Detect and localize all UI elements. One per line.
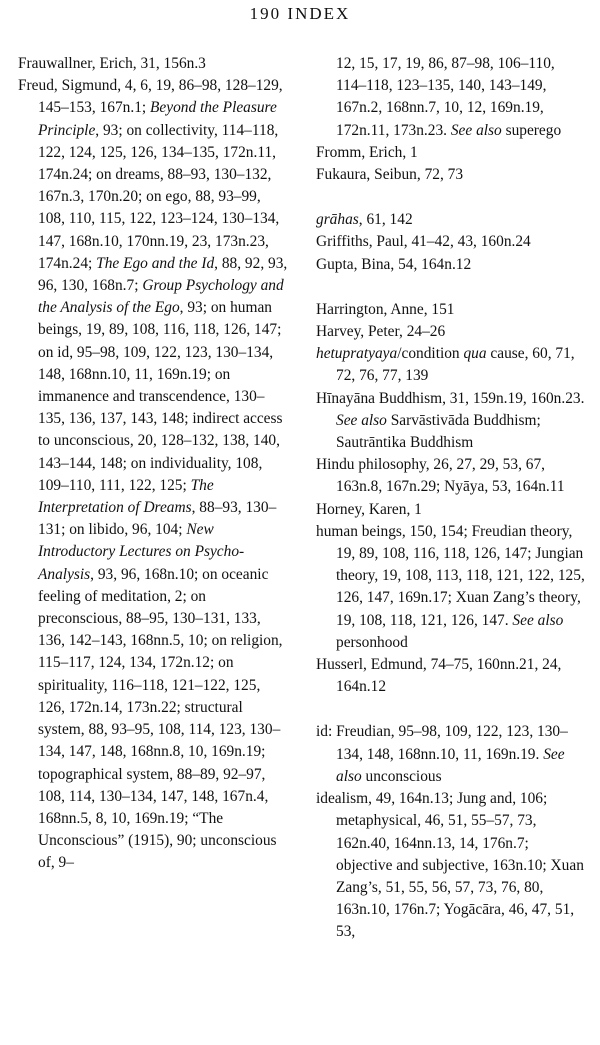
italic-text: See also [450,121,502,139]
italic-text: The Interpretation of Dreams [38,476,214,517]
index-entry [316,142,586,164]
italic-text: grāhas [316,211,359,229]
italic-text: Beyond the Pleasure Principle [38,99,277,139]
italic-text: The Ego and the Id [96,254,215,272]
entry-text: Harrington, Anne, 151 [316,300,455,318]
entry-text: , 61, 142 [358,211,413,229]
entry-text: Hīnayāna Buddhism, 31, 159n.19, 160n.23. [316,389,585,407]
italic-text: New Introductory Lectures on Psycho-Analysis [38,521,245,583]
index-entry [316,164,586,186]
italic-text: See also [336,411,387,429]
entry-text: , 93; on collectivity, 114–118, 122, 124, 125, 126, 134–135, 172n.11, 174n.24; on dreams, 88–93, 130–132, 167n.3, 170n.20; on ego, 88, 93–99, 108, 110, 115, 122, 123–124, 130–134, 147, 168n.10, 170nn.19, 23, 173n.23, 174n.24; [38,121,280,272]
entry-text: Fromm, Erich, 1 [316,143,418,161]
entry-text: Gupta, Bina, 54, 164n.12 [316,255,472,273]
index-entry [316,53,586,142]
entry-text: , 88, 92, 93, 96, 130, 168n.7; [38,254,288,295]
entry-text: Frauwallner, Erich, 31, 156n.3 [18,55,206,72]
index-entry [316,299,586,321]
index-entry [316,343,586,387]
italic-text: See also [336,745,565,785]
page-number: 190 [249,4,282,23]
index-entry [316,788,586,943]
entry-text: Fukaura, Seibun, 72, 73 [316,166,464,184]
index-entry [316,499,586,521]
italic-text: Group Psychology and the Analysis of the Ego [38,277,284,317]
index-entry [316,231,586,253]
entry-text: Sarvāstivāda Buddhism; Sautrāntika Buddhism [336,411,541,452]
italic-text: qua [463,345,487,363]
entry-text: Griffiths, Paul, 41–42, 43, 160n.24 [316,233,531,251]
entry-text: unconscious [361,767,442,785]
index-column-right [316,53,586,944]
page-title: INDEX [287,4,351,23]
index-entry [18,53,288,75]
index-entry [18,75,288,874]
entry-text: superego [501,121,562,139]
index-entry [316,321,586,343]
entry-text: , 88–93, 130–131; on libido, 96, 104; [38,499,277,539]
entry-text: id: Freudian, 95–98, 109, 122, 123, 130–134, 148, 168nn.10, 11, 169n.19. [316,723,568,763]
index-entry [316,654,586,698]
italic-text: See also [512,611,564,629]
entry-text: , 93; on human beings, 19, 89, 108, 116, 118, 126, 147; on id, 95–98, 109, 122, 123, 130–134, 148, 168nn.10, 11, 169n.19; on immanence and transcendence, 130–135, 136, 137, 143, 148; indirect access to unconscious, 20, 128–132, 138, 140, 143–144, 148; on individuality, 108, 109–110, 111, 122, 125; [38,299,283,494]
entry-text: Horney, Karen, 1 [316,500,422,518]
index-entry [316,454,586,498]
index-column-left [18,53,288,875]
entry-text: Freud, Sigmund, 4, 6, 19, 86–98, 128–129, 145–153, 167n.1; [18,77,283,117]
entry-text: Harvey, Peter, 24–26 [316,323,446,341]
entry-text: idealism, 49, 164n.13; Jung and, 106; metaphysical, 46, 51, 55–57, 73, 162n.40, 164nn.13, 14, 176n.7; objective and subjective, 163n.10; Xuan Zang’s, 51, 55, 56, 57, 73, 76, 80, 163n.10, 176n.7; Yogācāra, 46, 47, 51, 53, [316,790,584,941]
index-entry [316,209,586,231]
entry-text: 12, 15, 17, 19, 86, 87–98, 106–110, 114–118, 123–135, 140, 143–149, 167n.2, 168nn.7, 10, 12, 169n.19, 172n.11, 173n.23. [336,55,555,139]
entry-text: /condition [397,345,464,363]
index-entry [316,521,586,654]
italic-text: hetupratyaya [316,345,398,363]
entry-text: personhood [336,633,408,651]
index-entry [316,254,586,276]
entry-text: , 93, 96, 168n.10; on oceanic feeling of meditation, 2; on preconscious, 88–95, 130–131, 133, 136, 142–143, 168nn.5, 10; on religion, 115–117, 124, 134, 172n.12; on spirituality, 116–118, 121–122, 125, 126, 172n.14, 173n.22; structural system, 88, 93–95, 108, 114, 123, 130–134, 147, 148, 168nn.8, 10, 169n.19; topographical system, 88–89, 92–97, 108, 114, 130–134, 147, 148, 167n.4, 168nn.5, 8, 10, 169n.19; “The Unconscious” (1915), 90; unconscious of, 9– [38,565,283,872]
index-entry [316,388,586,455]
entry-text: Hindu philosophy, 26, 27, 29, 53, 67, 163n.8, 167n.29; Nyāya, 53, 164n.11 [316,456,565,496]
index-entry [316,721,586,788]
entry-text: human beings, 150, 154; Freudian theory, 19, 89, 108, 116, 118, 126, 147; Jungian theory, 19, 108, 113, 118, 121, 122, 125, 126, 147, 169n.17; Xuan Zang’s theory, 19, 108, 118, 121, 126, 147. [316,522,585,629]
page-header [0,4,600,24]
entry-text: cause, 60, 71, 72, 76, 77, 139 [336,345,575,385]
entry-text: Husserl, Edmund, 74–75, 160nn.21, 24, 164n.12 [316,656,562,696]
